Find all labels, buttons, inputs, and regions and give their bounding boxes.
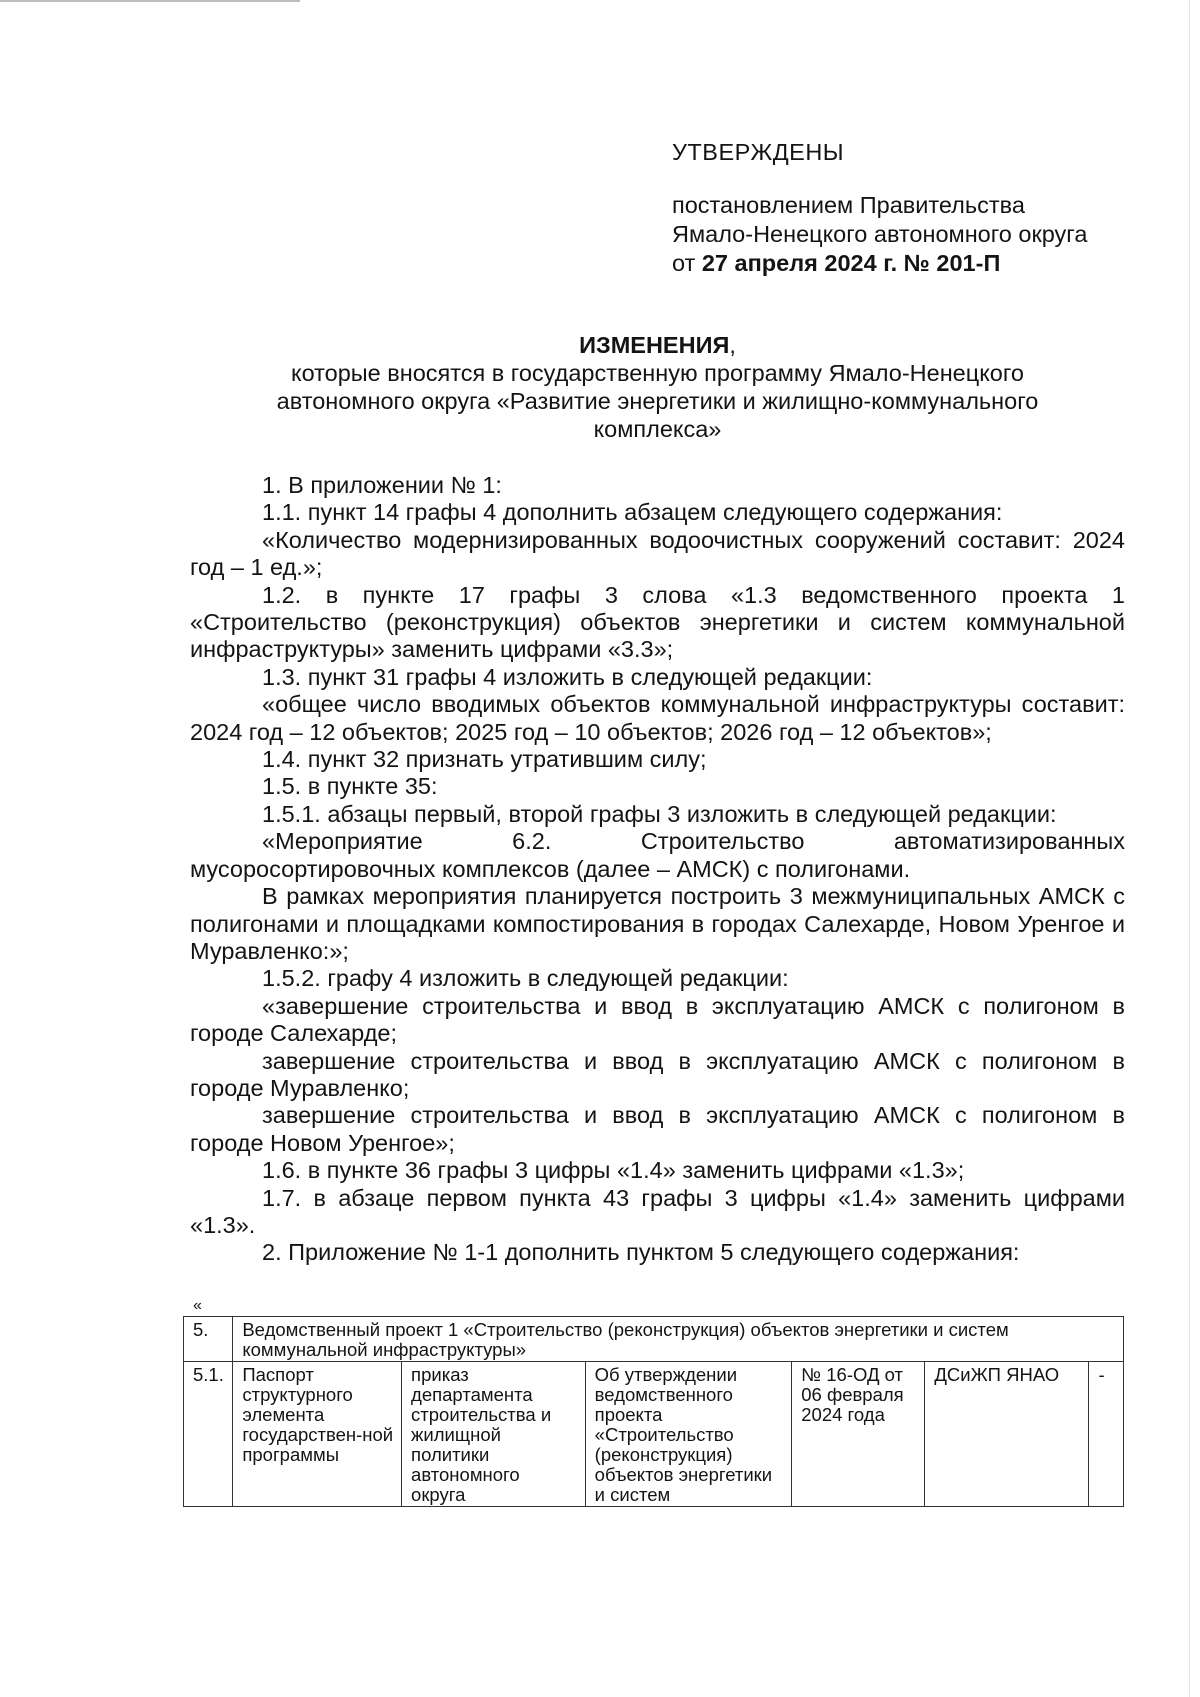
- paragraph: 1.1. пункт 14 графы 4 дополнить абзацем следующего содержания:: [262, 499, 1003, 526]
- scan-edge-top: [0, 0, 300, 2]
- register-table: [183, 1316, 1124, 1507]
- paragraph: завершение строительства и ввод в эксплуатацию АМСК с полигоном в городе Муравленко;: [190, 1047, 1125, 1101]
- table-row: [184, 1317, 1124, 1362]
- paragraph: 1.5.1. абзацы первый, второй графы 3 изложить в следующей редакции:: [262, 800, 1057, 827]
- paragraph: 1.3. пункт 31 графы 4 изложить в следующей редакции:: [262, 663, 873, 690]
- approval-line-1: постановлением Правительства: [672, 192, 1025, 218]
- approval-date-value: 27 апреля 2024 г. № 201-П: [701, 250, 1001, 276]
- paragraph: В рамках мероприятия планируется построить 3 межмуниципальных АМСК с полигонами и площадками компостирования в городах Салехарде, Новом Уренгое и Муравленко:»;: [190, 883, 1125, 964]
- paragraph: завершение строительства и ввод в эксплуатацию АМСК с полигоном в городе Новом Уренгое»;: [190, 1102, 1125, 1156]
- approval-stamp: [672, 138, 1142, 278]
- project-title-cell: Ведомственный проект 1 «Строительство (реконструкция) объектов энергетики и систем коммунальной инфраструктуры»: [233, 1317, 1124, 1362]
- row-number-cell: 5.1.: [184, 1362, 233, 1507]
- paragraph: 1.4. пункт 32 признать утратившим силу;: [262, 746, 707, 773]
- table-row: [184, 1362, 1124, 1507]
- document-type-cell: приказ департамента строительства и жилищной политики автономного округа: [402, 1362, 586, 1507]
- paragraph: 1.2. в пункте 17 графы 3 слова «1.3 ведомственного проекта 1 «Строительство (реконструкция) объектов энергетики и систем коммунальной инфраструктуры» заменить цифрами «3.3»;: [190, 581, 1125, 663]
- paragraph: «завершение строительства и ввод в эксплуатацию АМСК с полигоном в городе Салехарде;: [190, 992, 1125, 1047]
- document-subtitle-line-2: автономного округа «Развитие энергетики и жилищно-коммунального: [276, 388, 1039, 414]
- document-title-block: [190, 331, 1125, 443]
- table-open-quote: «: [193, 1297, 202, 1314]
- responsible-org-cell: ДСиЖП ЯНАО: [925, 1362, 1089, 1507]
- document-title: [190, 331, 1125, 359]
- approval-date-prefix: от: [672, 250, 702, 276]
- paragraph: 1.5.2. графу 4 изложить в следующей редакции:: [262, 965, 789, 992]
- paragraph: 1. В приложении № 1:: [262, 472, 502, 498]
- document-subtitle-line-3: комплекса»: [593, 416, 722, 442]
- row-number-cell: 5.: [184, 1317, 233, 1362]
- document-title-main: ИЗМЕНЕНИЯ: [579, 332, 730, 358]
- document-title-comma: ,: [729, 332, 736, 358]
- scan-edge-right: [1189, 0, 1190, 1697]
- paragraph: «Мероприятие 6.2. Строительство автоматизированных мусоросортировочных комплексов (далее – АМСК) с полигонами.: [190, 828, 1125, 882]
- note-cell: -: [1089, 1362, 1124, 1507]
- paragraph: 1.7. в абзаце первом пункта 43 графы 3 цифры «1.4» заменить цифрами «1.3».: [190, 1184, 1125, 1238]
- document-subject-cell: Об утверждении ведомственного проекта «Строительство (реконструкция) объектов энергетики и систем: [585, 1362, 792, 1507]
- paragraph: «общее число вводимых объектов коммунальной инфраструктуры составит: 2024 год – 12 объектов; 2025 год – 10 объектов; 2026 год – 12 объектов»;: [190, 691, 1125, 745]
- document-number-cell: № 16-ОД от 06 февраля 2024 года: [792, 1362, 925, 1507]
- paragraph: «Количество модернизированных водоочистных сооружений составит: 2024 год – 1 ед.»;: [190, 526, 1125, 581]
- paragraph: 1.5. в пункте 35:: [262, 773, 438, 800]
- paragraph: 1.6. в пункте 36 графы 3 цифры «1.4» заменить цифрами «1.3»;: [262, 1157, 965, 1184]
- document-subtitle-line-1: которые вносятся в государственную программу Ямало-Ненецкого: [291, 360, 1024, 386]
- approval-line-2: Ямало-Ненецкого автономного округа: [672, 221, 1088, 247]
- approval-date: [672, 249, 1142, 278]
- approval-heading: УТВЕРЖДЕНЫ: [672, 139, 845, 165]
- document-body: [190, 472, 1125, 1267]
- paragraph: 2. Приложение № 1-1 дополнить пунктом 5 следующего содержания:: [262, 1239, 1020, 1266]
- document-name-cell: Паспорт структурного элемента государствен-ной программы: [233, 1362, 402, 1507]
